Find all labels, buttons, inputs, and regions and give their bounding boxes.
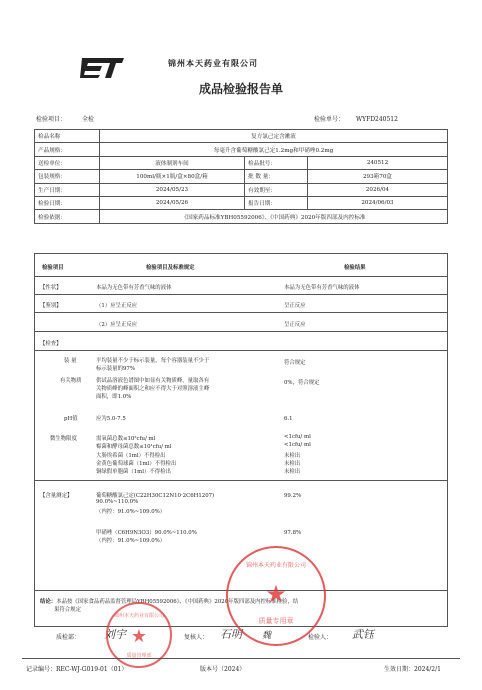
exp-label: 有效期至： [245,183,308,196]
company-name: 锦州本天药业有限公司 [168,59,258,68]
spec: 每毫升含葡萄糖酸氯己定1.2mg和甲硝唑0.2mg [100,143,448,156]
related-label: 有关物质 [60,378,82,384]
col-item: 检验项目 [42,265,64,271]
stamp1-star-icon: ★ [130,626,148,647]
test-number [314,114,398,123]
micro-label: 微生物限度 [50,436,77,442]
micro-standard-1: 需氧菌总数≤10²cfu/ ml [96,436,156,442]
micro-result-3: 未检出 [284,453,301,459]
qty: 293箱70盒 [308,170,448,183]
related-standard-2: 关物质峰的峰面积之和应不得大于对照溶液主峰 [96,386,210,392]
product-name: 复方氯己定含漱液 [100,130,448,143]
assay1-standard-3: （内控：91.0%~109.0%） [96,509,166,515]
fill-standard-2: 标示装量的97% [96,366,135,372]
micro-standard-5: 铜绿假单胞菌（1ml）不得检出 [96,469,171,475]
micro-standard-3: 大肠埃希菌（1ml）不得检出 [96,453,166,459]
assay2-result: 97.8% [284,530,302,536]
record-number: 记录编号：REC-WJ-G019-01（01） [26,666,128,673]
ph-standard: 应为5.0-7.5 [96,416,126,422]
assay1-standard-2: 90.0%~110.0% [96,499,139,505]
related-result: 0%，符合规定 [284,380,320,386]
basis-label: 检验依据： [35,210,100,223]
micro-result-2: <1cfu/ ml [284,442,311,448]
qty-label: 批 数 量： [245,170,308,183]
conclusion-text-2: 果符合规定 [54,607,81,613]
qa-label: 质检部： [56,634,81,641]
ident2-standard: （2）应呈正反应 [96,322,138,328]
assay1-standard-1: 葡萄糖酸氯己定(C22H30C12N10·2C6H1207) [96,493,215,499]
test-number-value: WYFD240512 [355,116,398,123]
signature-1: 刘宇 [104,628,126,641]
related-standard-1: 供试品溶液色谱图中如显有关物质峰，量取各有 [96,378,210,384]
col-standard: 检验项目及标准规定 [146,265,195,271]
tester-label: 检验人： [308,634,333,641]
batch: 240512 [308,156,448,169]
row-divider [34,350,448,351]
stamp2-star-icon: ★ [265,580,287,608]
signature-4: 武钰 [352,628,374,641]
assay2-standard-2: （内控：91.0%~109.0%） [96,538,166,544]
row-divider [34,294,448,295]
dept-label: 送检单位： [35,156,100,169]
document-title: 成品检验报告单 [198,82,283,96]
test-type-value: 全检 [81,116,94,123]
assay1-result: 99.2% [284,493,302,499]
trait-result: 本品为无色带有芳香气味的液体 [284,285,360,291]
report-date-label: 报告日期： [245,196,308,209]
version: 版本号（2024） [200,666,246,673]
spec-label: 产品规格： [35,143,100,156]
test-number-label: 检验单号： [314,116,345,123]
info-table [34,129,448,224]
ph-result: 6.1 [284,416,293,422]
assay-label: 【含量测定】 [40,493,73,499]
test-date-label: 检验日期： [35,196,100,209]
pack: 100ml/瓶×1瓶/盒×80盒/箱 [100,170,245,183]
product-name-label: 检品名称 [35,130,100,143]
ph-label: pH值 [64,416,78,422]
prod-date-label: 生产日期： [35,183,100,196]
reviewer-label: 复核人： [184,634,209,641]
batch-label: 检品批号： [245,156,308,169]
micro-standard-4: 金黄色葡萄球菌（1ml）不得检出 [96,461,177,467]
assay2-standard-1: 甲硝唑（C6H9N3O3）90.0%~110.0% [96,530,197,536]
signature-2: 石明 [220,628,242,641]
ident-label: 【鉴别】 [40,303,62,309]
row-divider [34,480,448,481]
signature-3: 魏 [262,631,272,641]
micro-result-4: 未检出 [284,461,301,467]
col-result: 检验结果 [344,265,366,271]
exp-date: 2026/04 [308,183,448,196]
micro-standard-2: 霉菌和酵母菌总数≤10¹cfu/ ml [96,444,172,450]
footer-divider [22,658,460,659]
basis: 《国家药品标准YBH05592006》、《中国药典》2020年版四部及内控标准 [100,210,448,223]
quality-stamp-2 [226,546,326,646]
test-date: 2024/05/26 [100,196,245,209]
test-type-label-text: 检验项目： [36,116,67,123]
micro-result-1: <1cfu/ ml [284,434,311,440]
conclusion-label: 结论： [40,599,57,605]
fill-label: 装 量 [64,358,77,364]
row-divider [34,312,448,313]
prod-date: 2024/05/23 [100,183,245,196]
conclusion-line-1: 本品按《国家食品药品监督管理局YBH05592006》、《中国药典》2020年版四部及内控标准检验，结 [56,599,299,605]
check-label: 【检查】 [40,341,62,347]
stamp1-sub: 质量管理部 [126,653,152,659]
trait-standard: 本品为无色带有芳香气味的液体 [96,285,172,291]
dept: 液体制剂车间 [100,156,245,169]
trait-label: 【性状】 [40,285,62,291]
related-standard-3: 面积，即1.0% [96,394,132,400]
effective-date: 生效日期：2024/2/1 [384,666,441,673]
stamp2-text: 锦州本天药业有限公司 [245,562,306,569]
ident1-standard: （1）应呈正反应 [96,303,138,309]
header-divider [34,276,448,277]
ident2-result: 呈正反应 [284,322,306,328]
stamp1-text: 锦州本天药业有限公司 [113,613,164,619]
micro-result-5: 未检出 [284,469,301,475]
fill-standard-1: 平均装量不少于标示装量，每个容器装量不少于 [96,358,210,364]
company-logo [78,54,124,80]
test-type-label [36,114,94,123]
pack-label: 包装规格： [35,170,100,183]
fill-result: 符合规定 [284,360,306,366]
report-date: 2024/06/03 [308,196,448,209]
row-divider [34,331,448,332]
ident1-result: 呈正反应 [284,303,306,309]
stamp2-sub: 质量专用章 [258,617,294,625]
